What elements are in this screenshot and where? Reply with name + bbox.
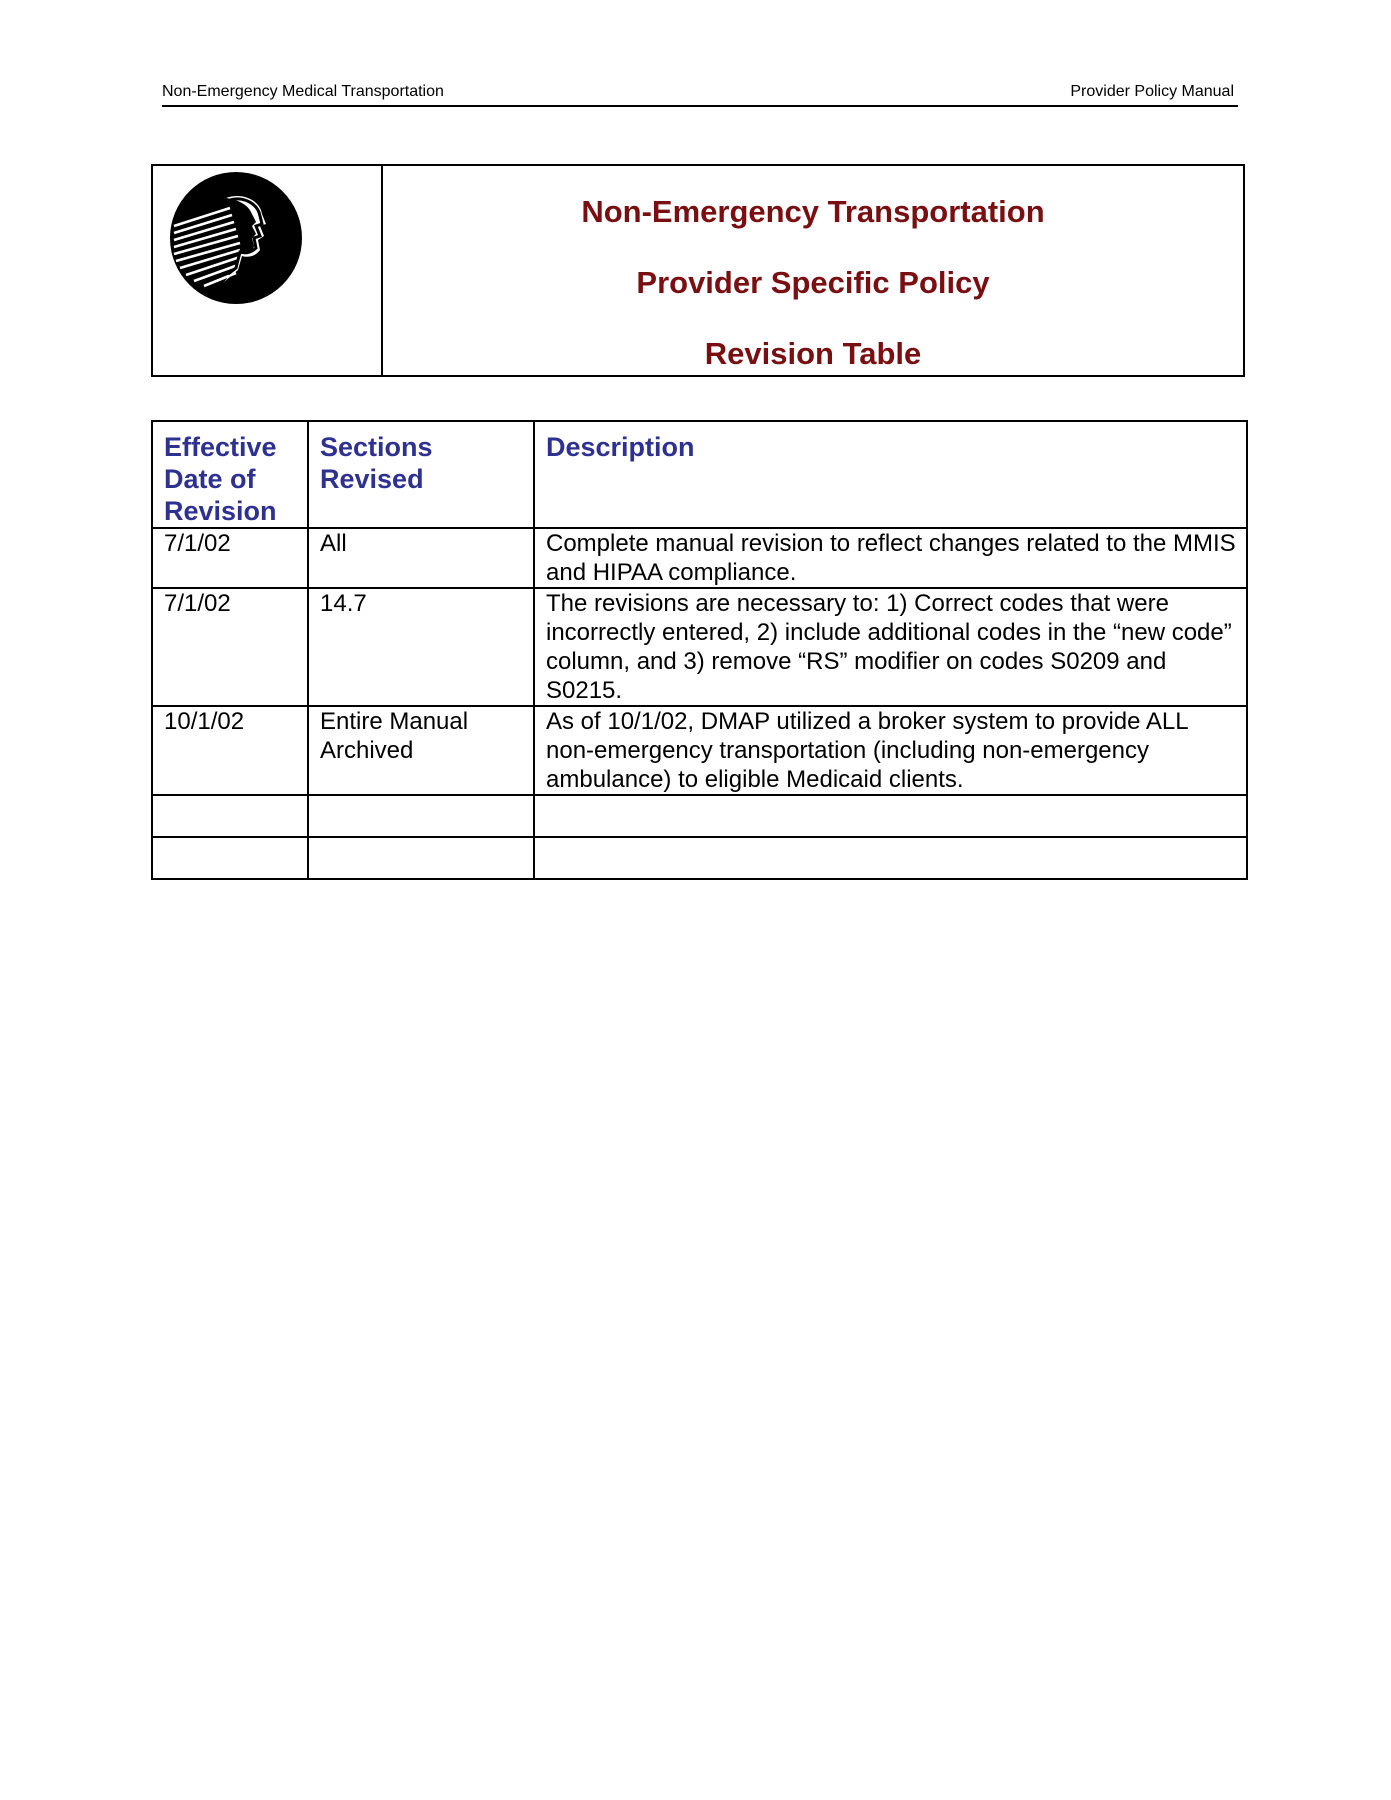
table-row-empty xyxy=(152,837,1247,879)
table-header-row xyxy=(152,421,1247,528)
revision-table xyxy=(151,420,1248,880)
title-line-1: Non-Emergency Transportation xyxy=(581,194,1045,229)
table-row xyxy=(152,706,1247,795)
table-row xyxy=(152,528,1247,588)
title-cell xyxy=(383,166,1243,375)
table-row xyxy=(152,588,1247,706)
cell-sections: 14.7 xyxy=(308,588,534,706)
cell-date: 7/1/02 xyxy=(152,528,308,588)
table-row-empty xyxy=(152,795,1247,837)
cell-empty xyxy=(534,795,1247,837)
cell-empty xyxy=(308,837,534,879)
title-line-3: Revision Table xyxy=(704,336,922,371)
agency-logo-icon xyxy=(168,170,304,306)
cell-sections: All xyxy=(308,528,534,588)
logo-cell xyxy=(153,166,383,375)
cell-description: Complete manual revision to reflect changes related to the MMIS and HIPAA compliance. xyxy=(534,528,1247,588)
cell-date: 7/1/02 xyxy=(152,588,308,706)
cell-sections: Entire Manual Archived xyxy=(308,706,534,795)
header-right-title: Provider Policy Manual xyxy=(1070,83,1234,100)
cell-description: The revisions are necessary to: 1) Correct codes that were incorrectly entered, 2) include additional codes in the “new code” column, and 3) remove “RS” modifier on codes S0209 and S0215. xyxy=(534,588,1247,706)
column-header-effective-date: Effective Date of Revision xyxy=(152,421,308,528)
cell-empty xyxy=(308,795,534,837)
page-header xyxy=(162,83,1238,107)
cell-description: As of 10/1/02, DMAP utilized a broker system to provide ALL non-emergency transportation (including non-emergency ambulance) to eligible Medicaid clients. xyxy=(534,706,1247,795)
cell-empty xyxy=(534,837,1247,879)
cell-empty xyxy=(152,795,308,837)
cell-empty xyxy=(152,837,308,879)
column-header-description: Description xyxy=(534,421,1247,528)
column-header-sections-revised: Sections Revised xyxy=(308,421,534,528)
title-line-2: Provider Specific Policy xyxy=(636,265,990,300)
cell-date: 10/1/02 xyxy=(152,706,308,795)
title-box xyxy=(151,164,1245,377)
header-left-title: Non-Emergency Medical Transportation xyxy=(162,83,444,100)
